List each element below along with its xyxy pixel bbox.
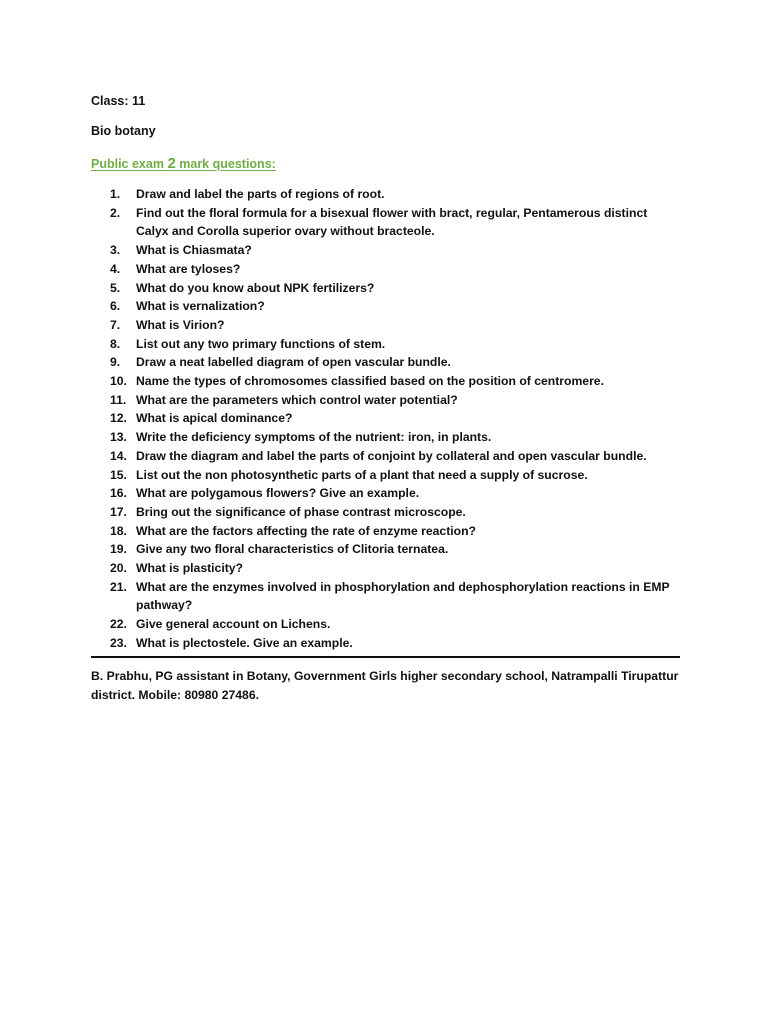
list-item — [110, 297, 670, 316]
list-item — [110, 466, 670, 485]
question-text: Write the deficiency symptoms of the nutrient: iron, in plants. — [136, 430, 492, 445]
question-number: 19. — [110, 542, 127, 557]
question-number: 11. — [110, 392, 127, 407]
question-number: 16. — [110, 486, 127, 501]
list-item — [110, 428, 670, 447]
list-item — [110, 484, 670, 503]
question-text: Find out the floral formula for a bisexual flower with bract, regular, Pentamerous distinct Calyx and Corolla superior ovary without bracteole. — [136, 205, 648, 239]
question-number: 12. — [110, 411, 127, 426]
author-details: , PG assistant in Botany, Government Girls higher secondary school, Natrampalli Tirupattur district. Mobile: 80980 27486. — [91, 669, 679, 702]
question-text: List out the non photosynthetic parts of a plant that need a supply of sucrose. — [136, 467, 588, 482]
question-number: 13. — [110, 430, 127, 445]
list-item — [110, 391, 670, 410]
list-item — [110, 353, 670, 372]
list-item — [110, 447, 670, 466]
question-number: 18. — [110, 523, 127, 538]
list-item — [110, 279, 670, 298]
question-number: 23. — [110, 635, 127, 650]
question-number: 9. — [110, 355, 121, 370]
question-text: What is plectostele. Give an example. — [136, 635, 353, 650]
list-item — [110, 409, 670, 428]
question-text: Draw the diagram and label the parts of conjoint by collateral and open vascular bundle. — [136, 448, 647, 463]
question-list — [110, 185, 670, 653]
class-label: Class: 11 — [91, 94, 146, 108]
question-number: 4. — [110, 261, 121, 276]
question-number: 8. — [110, 336, 121, 351]
author-name: B. Prabhu — [91, 669, 149, 683]
question-number: 5. — [110, 280, 121, 295]
list-item — [110, 578, 670, 615]
question-number: 6. — [110, 299, 121, 314]
section-title-prefix: Public exam — [91, 157, 168, 171]
question-number: 7. — [110, 317, 121, 332]
question-number: 2. — [110, 205, 121, 220]
question-number: 1. — [110, 187, 121, 201]
question-text: What are tyloses? — [136, 261, 241, 276]
list-item — [110, 559, 670, 578]
list-item — [110, 522, 670, 541]
question-text: What is apical dominance? — [136, 411, 293, 426]
question-number: 3. — [110, 243, 121, 258]
section-title-number: 2 — [167, 155, 176, 172]
list-item — [110, 335, 670, 354]
list-item — [110, 615, 670, 634]
question-text: Name the types of chromosomes classified based on the position of centromere. — [136, 374, 604, 389]
question-text: What is Chiasmata? — [136, 243, 252, 258]
question-number: 17. — [110, 504, 127, 519]
question-number: 10. — [110, 374, 127, 389]
question-text: What are the parameters which control water potential? — [136, 392, 458, 407]
list-item — [110, 185, 670, 204]
question-text: Draw and label the parts of regions of root. — [136, 187, 385, 201]
list-item — [110, 260, 670, 279]
question-text: What are the enzymes involved in phosphorylation and dephosphorylation reactions in EMP pathway? — [136, 579, 670, 613]
section-title — [91, 155, 276, 172]
question-text: Bring out the significance of phase contrast microscope. — [136, 504, 466, 519]
list-item — [110, 540, 670, 559]
section-title-suffix: mark questions: — [175, 157, 276, 171]
question-number: 15. — [110, 467, 127, 482]
list-item — [110, 372, 670, 391]
list-item — [110, 204, 670, 241]
list-item — [110, 503, 670, 522]
question-text: What do you know about NPK fertilizers? — [136, 280, 375, 295]
list-item — [110, 241, 670, 260]
question-text: List out any two primary functions of stem. — [136, 336, 386, 351]
question-text: What is vernalization? — [136, 299, 265, 314]
subject-label: Bio botany — [91, 124, 156, 138]
question-number: 20. — [110, 561, 127, 576]
author-footer — [91, 667, 681, 705]
question-text: Draw a neat labelled diagram of open vascular bundle. — [136, 355, 451, 370]
question-text: What are the factors affecting the rate of enzyme reaction? — [136, 523, 476, 538]
question-number: 21. — [110, 579, 127, 594]
list-item — [110, 316, 670, 335]
list-item — [110, 634, 670, 653]
question-text: What is Virion? — [136, 317, 225, 332]
question-text: Give any two floral characteristics of Clitoria ternatea. — [136, 542, 449, 557]
question-text: Give general account on Lichens. — [136, 617, 331, 632]
question-text: What are polygamous flowers? Give an example. — [136, 486, 420, 501]
question-text: What is plasticity? — [136, 561, 243, 576]
horizontal-divider — [91, 656, 680, 658]
question-number: 14. — [110, 448, 127, 463]
question-number: 22. — [110, 617, 127, 632]
